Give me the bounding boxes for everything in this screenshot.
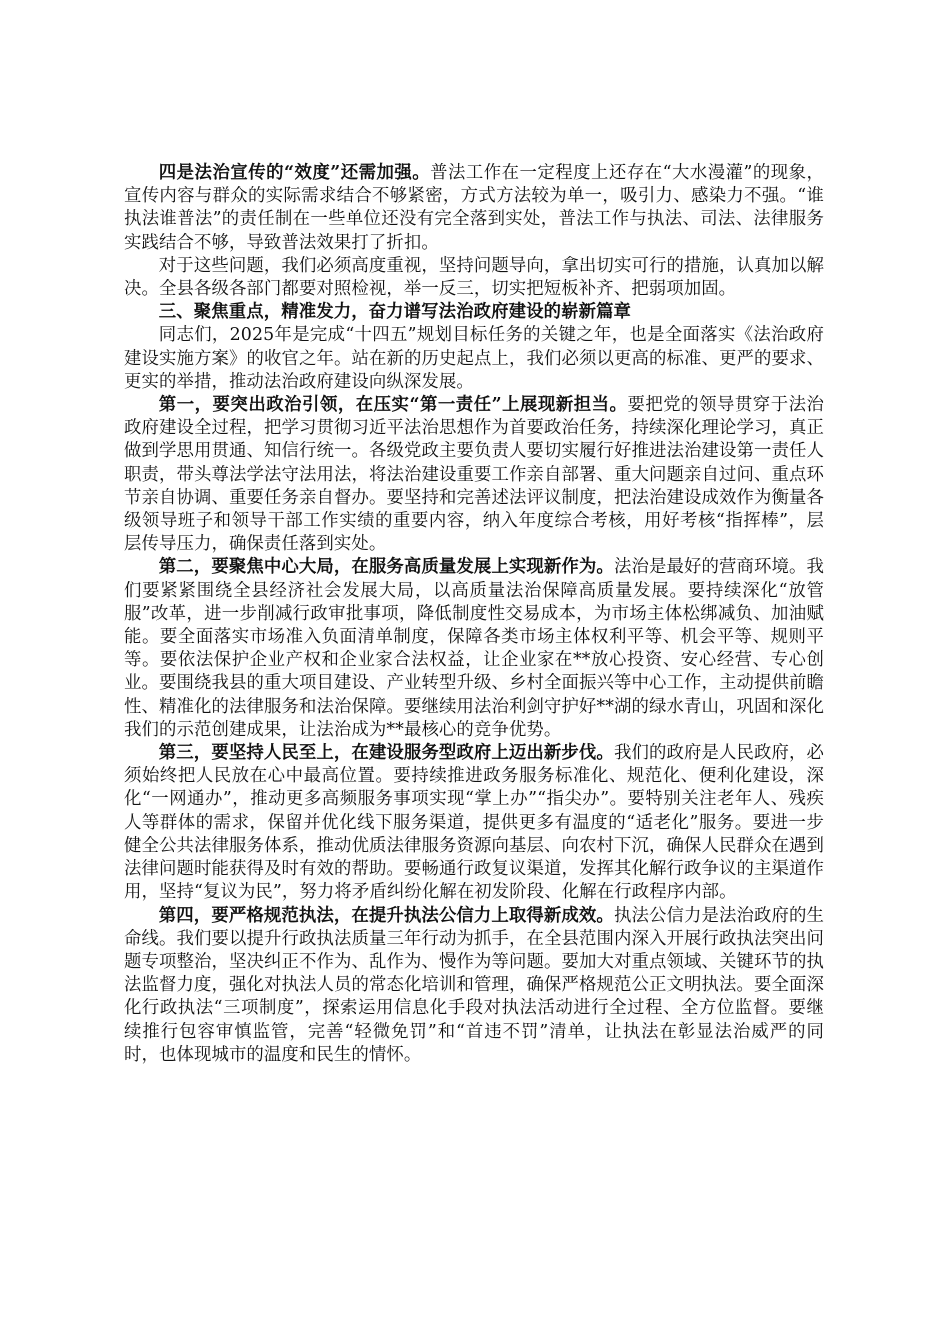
paragraph-lead: 第四，要严格规范执法，在提升执法公信力上取得新成效。 [158,905,614,926]
paragraph-lead: 第三，要坚持人民至上，在建设服务型政府上迈出新步伐。 [158,743,614,764]
paragraph-body: 我们的政府是人民政府，必须始终把人民放在心中最高位置。要持续推进政务服务标准化、规范化、便利化建设，深化“一网通办”，推动更多高频服务事项实现“掌上办”“指尖办”。要特别关注老年人、残疾人等群体的需求，保留并优化线下服务渠道，提供更多有温度的“适老化”服务。要进一步健全公共法律服务体系，推动优质法律服务资源向基层、向农村下沉，确保人民群众在遇到法律问题时能获得及时有效的帮助。要畅通行政复议渠道，发挥其化解行政争议的主渠道作用，坚持“复议为民”，努力将矛盾纠纷化解在初发阶段、化解在行政程序内部。 [124,743,825,903]
document-page [124,162,824,1067]
paragraph-body: 要把党的领导贯穿于法治政府建设全过程，把学习贯彻习近平法治思想作为首要政治任务，持续深化理论学习，真正做到学思用贯通、知信行统一。各级党政主要负责人要切实履行好推进法治建设第一责任人职责，带头尊法学法守法用法，将法治建设重要工作亲自部署、重大问题亲自过问、重点环节亲自协调、重要任务亲自督办。要坚持和完善述法评议制度，把法治建设成效作为衡量各级领导班子和领导干部工作实绩的重要内容，纳入年度综合考核，用好考核“指挥棒”，层层传导压力，确保责任落到实处。 [124,395,824,555]
paragraph-fourth [124,905,824,1067]
paragraph-lead: 四是法治宣传的“效度”还需加强。 [158,163,431,183]
section-heading: 三、聚焦重点，精准发力，奋力谱写法治政府建设的崭新篇章 [158,302,632,323]
paragraph-body: 执法公信力是法治政府的生命线。我们要以提升行政执法质量三年行动为抓手，在全县范围内深入开展行政执法突出问题专项整治，坚决纠正不作为、乱作为、慢作为等问题。要加大对重点领域、关键环节的执法监督力度，强化对执法人员的常态化培训和管理，确保严格规范公正文明执法。要全面深化行政执法“三项制度”，探索运用信息化手段对执法活动进行全过程、全方位监督。要继续推行包容审慎监管，完善“轻微免罚”和“首违不罚”清单，让执法在彰显法治威严的同时，也体现城市的温度和民生的情怀。 [124,905,825,1065]
paragraph-third [124,742,824,904]
paragraph-lead: 第二，要聚焦中心大局，在服务高质量发展上实现新作为。 [158,557,614,578]
paragraph-body: 同志们，2025年是完成“十四五”规划目标任务的关键之年，也是全面落实《法治政府建设实施方案》的收官之年。站在新的历史起点上，我们必须以更高的标准、更严的要求、更实的举措，推动法治政府建设向纵深发展。 [124,325,824,392]
paragraph-body: 法治是最好的营商环境。我们要紧紧围绕全县经济社会发展大局，以高质量法治保障高质量发展。要持续深化“放管服”改革，进一步削减行政审批事项，降低制度性交易成本，为市场主体松绑减负、加油赋能。要全面落实市场准入负面清单制度，保障各类市场主体权利平等、机会平等、规则平等。要依法保护企业产权和企业家合法权益，让企业家在**放心投资、安心经营、专心创业。要围绕我县的重大项目建设、产业转型升级、乡村全面振兴等中心工作，主动提供前瞻性、精准化的法律服务和法治保障。要继续用法治利剑守护好**湖的绿水青山，巩固和深化我们的示范创建成果，让法治成为**最核心的竞争优势。 [124,557,825,740]
paragraph-publicity [124,162,824,255]
paragraph-lead: 第一，要突出政治引领，在压实“第一责任”上展现新担当。 [158,395,628,416]
paragraph-body: 普法工作在一定程度上还存在“大水漫灌”的现象，宣传内容与群众的实际需求结合不够紧密，方式方法较为单一，吸引力、感染力不强。“谁执法谁普法”的责任制在一些单位还没有完全落到实处，普法工作与执法、司法、法律服务实践结合不够，导致普法效果打了折扣。 [124,163,824,253]
paragraph-body: 对于这些问题，我们必须高度重视，坚持问题导向，拿出切实可行的措施，认真加以解决。全县各级各部门都要对照检视，举一反三，切实把短板补齐、把弱项加固。 [124,255,824,300]
paragraph-second [124,556,824,742]
paragraph-intro [124,324,824,394]
paragraph-first [124,394,824,556]
paragraph-summary [124,255,824,301]
